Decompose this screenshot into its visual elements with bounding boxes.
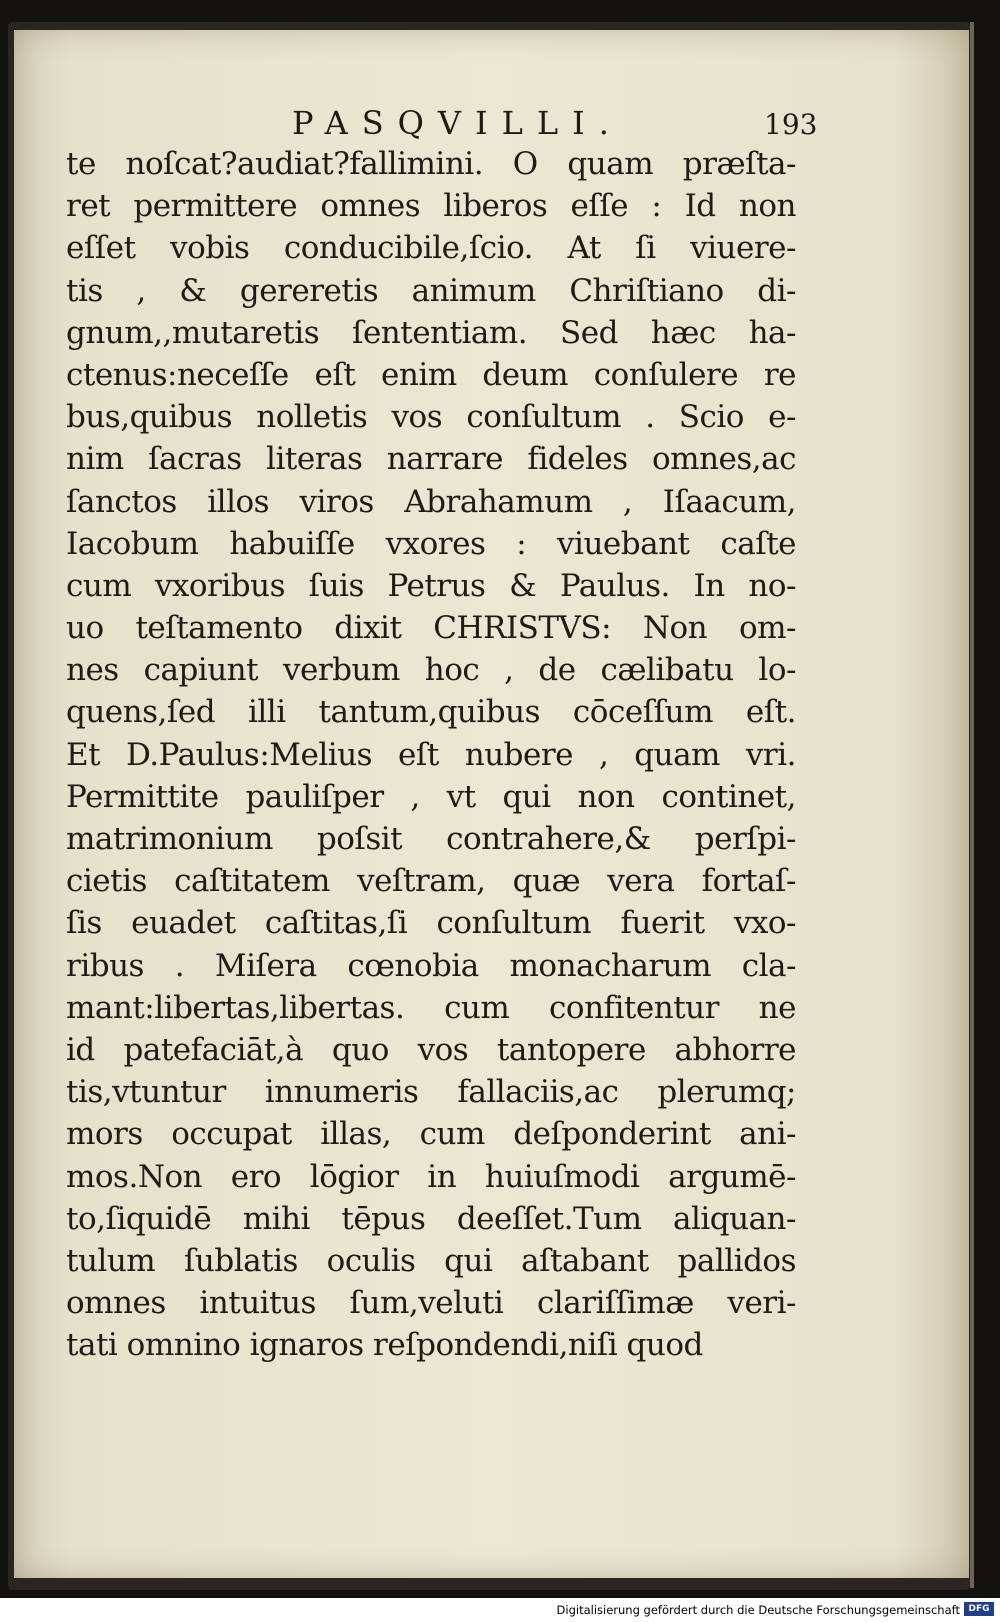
text-line: nim ſacras literas narrare fideles omnes,ac (66, 441, 796, 478)
text-line: gnum,,mutaretis ſententiam. Sed hæc ha- (66, 314, 796, 351)
text-line: tis , & gereretis animum Chriſtiano di- (66, 272, 796, 309)
text-line: te noſcat?audiat?fallimini. O quam præſta- (66, 146, 796, 182)
funding-credit: Digitalisierung gefördert durch die Deutsche Forschungsgemeinschaft (556, 1603, 960, 1617)
text-line: ctenus:neceſſe eſt enim deum conſulere re (66, 356, 796, 393)
text-line: bus,quibus nolletis vos conſultum . Scio e- (66, 399, 796, 436)
text-line: to,ſiquidē mihi tēpus deeſſet.Tum aliquan- (66, 1200, 796, 1237)
text-line: mant:libertas,libertas. cum confitentur ne (66, 989, 796, 1026)
dfg-logo-icon: DFG (964, 1602, 994, 1616)
text-line: Et D.Paulus:Melius eſt nubere , quam vri. (66, 736, 796, 773)
digitization-footer (0, 1598, 1000, 1622)
text-line: nes capiunt verbum hoc , de cælibatu lo- (66, 652, 796, 689)
text-line: mos.Non ero lōgior in huiuſmodi argumē- (66, 1158, 796, 1195)
text-line: tati omnino ignaros reſpondendi,niſi quod (66, 1327, 703, 1364)
text-line: mors occupat illas, cum deſponderint ani- (66, 1116, 796, 1153)
text-line: Permittite pauliſper , vt qui non continet, (66, 778, 796, 815)
text-line: ribus . Miſera cœnobia monacharum cla- (66, 947, 796, 984)
text-line: quens,ſed illi tantum,quibus cōceſſum eſt. (66, 694, 796, 731)
text-line: eſſet vobis conducibile,ſcio. At ſi viuere- (66, 230, 796, 267)
page-number: 193 (764, 108, 818, 141)
text-line: cum vxoribus ſuis Petrus & Paulus. In no- (66, 567, 796, 604)
page-header (0, 104, 1000, 144)
running-title: PASQVILLI. (292, 104, 623, 142)
text-line: tis,vtuntur innumeris fallaciis,ac plerumq; (66, 1074, 796, 1111)
text-line: id patefaciāt,à quo vos tantopere abhorre (66, 1031, 796, 1068)
text-line: cietis caſtitatem veſtram, quæ vera fortaſ- (66, 863, 796, 900)
text-line: uo teſtamento dixit CHRISTVS: Non om- (66, 610, 796, 647)
text-line: ſanctos illos viros Abrahamum , Iſaacum, (66, 483, 796, 520)
body-text (66, 143, 796, 1366)
page-edge (970, 22, 974, 1588)
text-line: omnes intuitus ſum,veluti clariſſimæ veri- (66, 1285, 796, 1322)
text-line: ret permittere omnes liberos eſſe : Id non (66, 188, 796, 225)
text-line: ſis euadet caſtitas,ſi conſultum fuerit vxo- (66, 905, 796, 942)
text-line: matrimonium poſsit contrahere,& perſpi- (66, 821, 796, 857)
text-line: tulum ſublatis oculis qui aſtabant pallidos (66, 1242, 796, 1279)
text-line: Iacobum habuiſſe vxores : viuebant caſte (66, 525, 796, 562)
